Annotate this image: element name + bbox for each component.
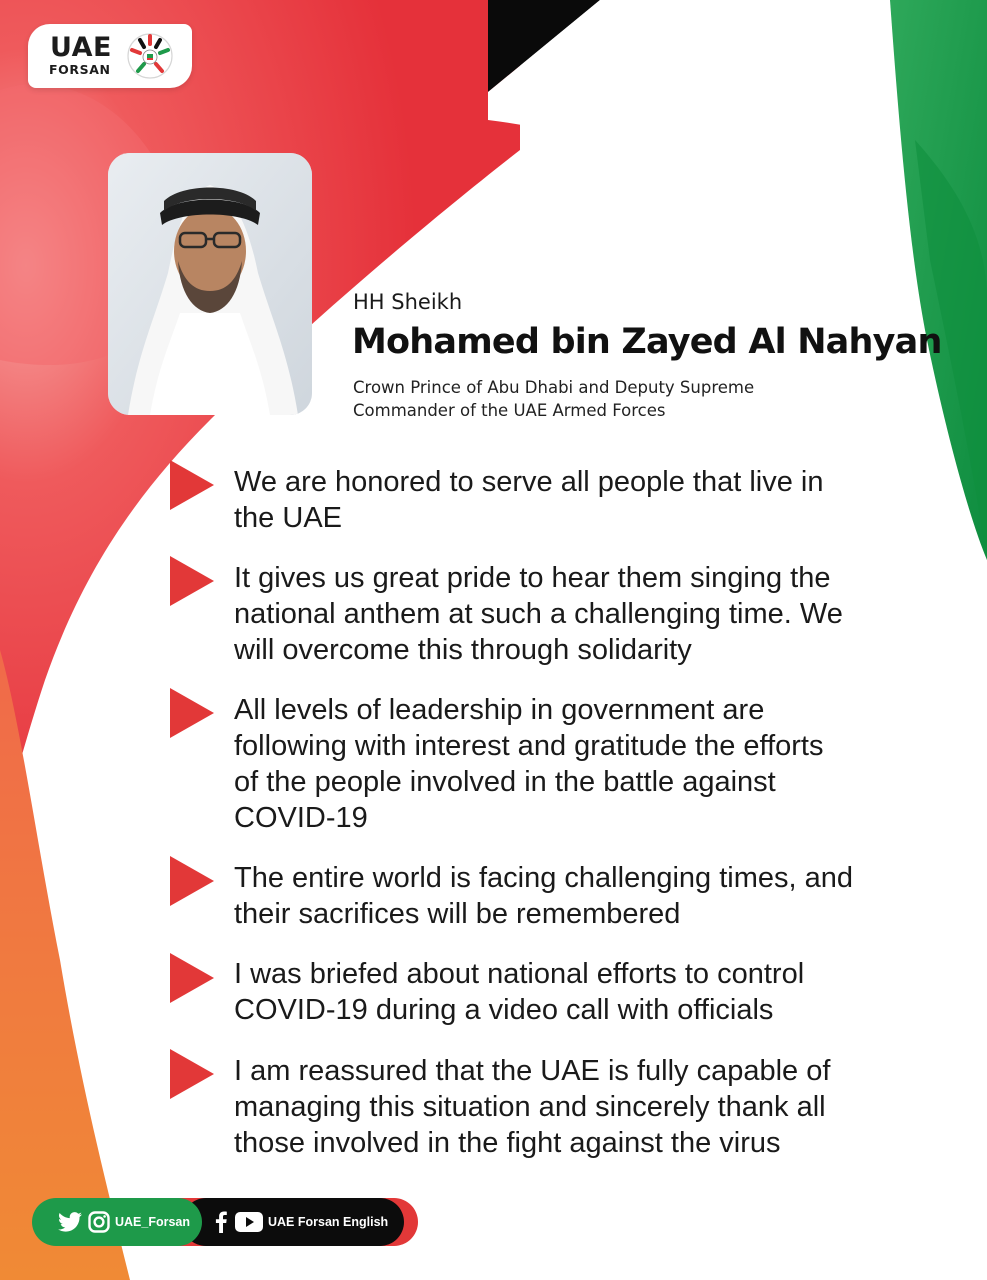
logo-text-uae: UAE [50,32,112,63]
leader-honorific: HH Sheikh [353,290,463,314]
quote-line: of the people involved in the battle against [234,766,776,798]
social-footer [32,1198,418,1246]
play-bullet-icon [170,1049,214,1099]
play-bullet-icon [170,460,214,510]
quote-line: managing this situation and sincerely thank all [234,1091,826,1123]
leader-role-line-2: Commander of the UAE Armed Forces [353,401,666,420]
twitter-icon[interactable] [58,1211,82,1233]
instagram-icon[interactable] [88,1211,110,1233]
youtube-icon[interactable] [235,1211,263,1233]
quote-line: those involved in the fight against the virus [234,1127,781,1159]
quote-line: their sacrifices will be remembered [234,898,681,930]
play-bullet-icon [170,556,214,606]
leader-role-line-1: Crown Prince of Abu Dhabi and Deputy Supreme [353,378,755,397]
quote-item [234,560,934,668]
quote-line: We are honored to serve all people that live in [234,466,824,498]
quote-line: All levels of leadership in government are [234,694,765,726]
play-bullet-icon [170,688,214,738]
quote-line: following with interest and gratitude the efforts [234,730,824,762]
facebook-icon[interactable] [215,1211,227,1233]
quote-item [234,464,934,536]
quote-line: the UAE [234,502,342,534]
leader-role [353,376,823,422]
quote-line: I was briefed about national efforts to control [234,958,805,990]
social-handle-secondary[interactable]: UAE Forsan English [268,1215,389,1229]
social-handle-primary[interactable]: UAE_Forsan [115,1215,191,1229]
quote-line: national anthem at such a challenging time. We [234,598,843,630]
forsan-emblem-icon [124,30,176,82]
leader-portrait [108,153,312,415]
play-bullet-icon [170,856,214,906]
quote-item [234,692,934,836]
quote-line: The entire world is facing challenging times, and [234,862,853,894]
play-bullet-icon [170,953,214,1003]
quote-item [234,956,934,1028]
quote-line: will overcome this through solidarity [234,634,692,666]
uae-forsan-logo [28,24,192,88]
leader-name: Mohamed bin Zayed Al Nahyan [352,322,942,362]
quote-line: COVID-19 [234,802,368,834]
quote-line: COVID-19 during a video call with officials [234,994,774,1026]
quote-line: I am reassured that the UAE is fully capable of [234,1055,831,1087]
quote-item [234,860,934,932]
quote-item [234,1053,934,1161]
logo-text-forsan: FORSAN [49,62,111,77]
quote-line: It gives us great pride to hear them singing the [234,562,831,594]
